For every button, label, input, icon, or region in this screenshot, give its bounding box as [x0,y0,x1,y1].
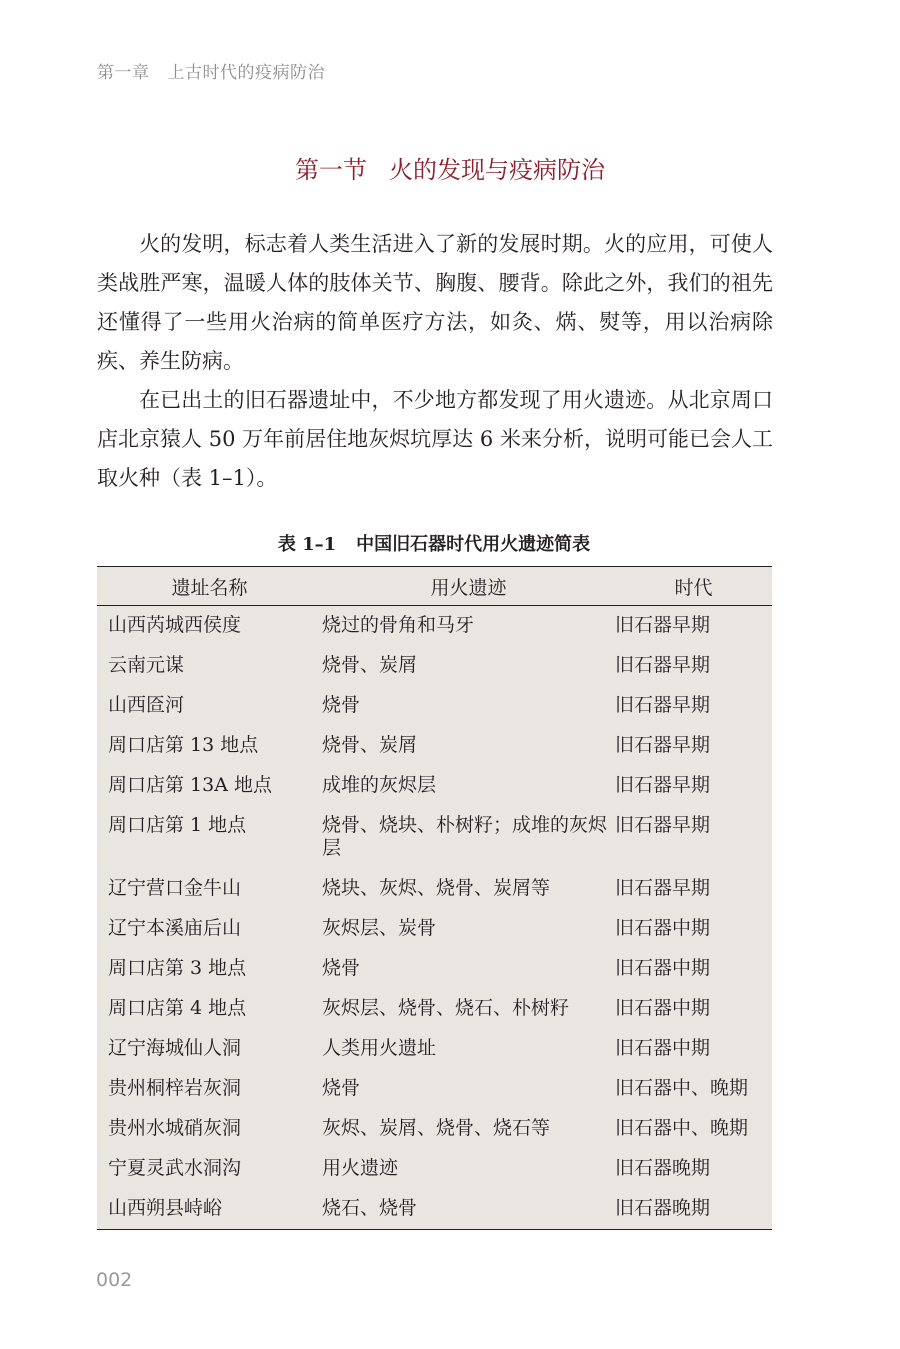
cell-site: 周口店第 1 地点 [108,814,247,836]
cell-period: 旧石器早期 [615,877,711,899]
cell-period: 旧石器早期 [615,774,711,796]
cell-remains: 烧过的骨角和马牙 [322,614,475,636]
cell-site: 山西匼河 [108,694,185,716]
table-header-row [97,567,772,606]
cell-remains: 烧骨 [322,1077,361,1099]
cell-remains: 烧石、烧骨 [322,1197,418,1219]
table-row [97,989,772,1029]
cell-remains: 用火遗迹 [322,1157,399,1179]
cell-remains: 烧骨、炭屑 [322,654,418,676]
fire-sites-table [97,566,772,1230]
cell-period: 旧石器中期 [615,997,711,1019]
table-body [97,606,772,1230]
cell-period: 旧石器早期 [615,654,711,676]
column-header-remains: 用火遗迹 [322,567,615,606]
table-row [97,1189,772,1229]
cell-period: 旧石器晚期 [615,1197,711,1219]
cell-period: 旧石器早期 [615,734,711,756]
cell-site: 贵州水城硝灰洞 [108,1117,242,1139]
section-heading: 火的发现与疫病防治 [389,156,605,184]
cell-site: 贵州桐梓岩灰洞 [108,1077,242,1099]
running-header [97,58,325,83]
chapter-number: 第一章 [97,63,150,83]
cell-remains: 烧骨、炭屑 [322,734,418,756]
table-row [97,646,772,686]
section-number: 第一节 [295,156,367,184]
cell-remains: 烧骨、烧块、朴树籽；成堆的灰烬层 [322,814,608,859]
cell-period: 旧石器晚期 [615,1157,711,1179]
cell-remains: 灰烬、炭屑、烧骨、烧石等 [322,1117,551,1139]
cell-site: 云南元谋 [108,654,185,676]
table-row [97,949,772,989]
table-row [97,1029,772,1069]
table-row [97,1109,772,1149]
cell-remains: 烧骨 [322,694,361,716]
table-row [97,766,772,806]
cell-period: 旧石器中期 [615,1037,711,1059]
table-row [97,909,772,949]
cell-period: 旧石器早期 [615,694,711,716]
table-row [97,686,772,726]
cell-remains: 成堆的灰烬层 [322,774,437,796]
table-caption [0,530,868,556]
table-row [97,806,772,869]
page-number: 002 [96,1269,133,1291]
table-row [97,1149,772,1189]
table-row [97,726,772,766]
cell-site: 周口店第 13A 地点 [108,774,272,796]
cell-remains: 灰烬层、烧骨、烧石、朴树籽 [322,997,570,1019]
cell-remains: 烧块、灰烬、烧骨、炭屑等 [322,877,551,899]
cell-period: 旧石器中、晚期 [615,1117,749,1139]
cell-period: 旧石器早期 [615,814,711,836]
cell-period: 旧石器中期 [615,917,711,939]
cell-remains: 人类用火遗址 [322,1037,437,1059]
table-number: 表 1–1 [277,534,337,555]
body-text [97,225,773,498]
cell-remains: 烧骨 [322,957,361,979]
table-row [97,1069,772,1109]
cell-site: 辽宁本溪庙后山 [108,917,242,939]
column-header-period: 时代 [615,567,772,606]
table-title: 中国旧石器时代用火遗迹简表 [356,534,591,555]
cell-site: 周口店第 3 地点 [108,957,247,979]
cell-site: 周口店第 13 地点 [108,734,259,756]
cell-period: 旧石器中、晚期 [615,1077,749,1099]
paragraph: 在已出土的旧石器遗址中，不少地方都发现了用火遗迹。从北京周口店北京猿人 50 万年前居住地灰烬坑厚达 6 米来分析，说明可能已会人工取火种（表 1–1）。 [97,388,773,490]
section-title [0,150,900,185]
cell-site: 宁夏灵武水洞沟 [108,1157,242,1179]
cell-site: 辽宁营口金牛山 [108,877,242,899]
table-row [97,869,772,909]
cell-period: 旧石器早期 [615,614,711,636]
cell-site: 周口店第 4 地点 [108,997,247,1019]
table-row [97,606,772,647]
cell-site: 辽宁海城仙人洞 [108,1037,242,1059]
chapter-title: 上古时代的疫病防治 [167,63,325,83]
cell-site: 山西朔县峙峪 [108,1197,223,1219]
paragraph: 火的发明，标志着人类生活进入了新的发展时期。火的应用，可使人类战胜严寒，温暖人体的肢体关节、胸腹、腰背。除此之外，我们的祖先还懂得了一些用火治病的简单医疗方法，如灸、焫、熨等，用以治病除疾、养生防病。 [97,232,773,373]
cell-site: 山西芮城西侯度 [108,614,242,636]
column-header-site: 遗址名称 [97,567,322,606]
cell-remains: 灰烬层、炭骨 [322,917,437,939]
cell-period: 旧石器中期 [615,957,711,979]
